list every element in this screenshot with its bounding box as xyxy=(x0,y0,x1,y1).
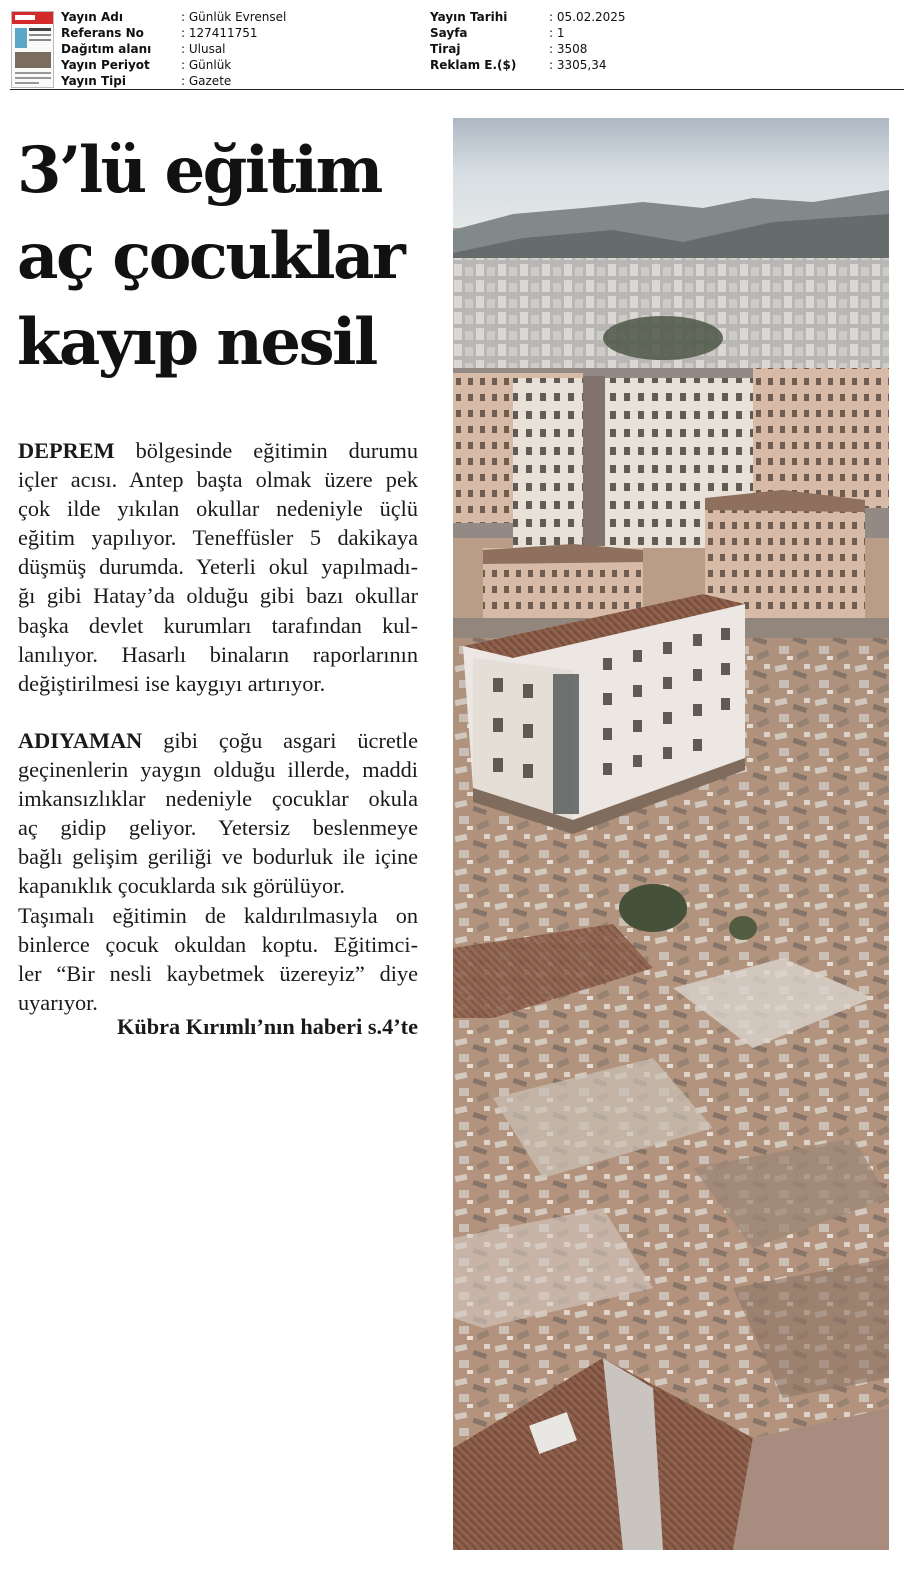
headline-line: 3’lü eğitim xyxy=(17,133,381,208)
meta-label: Reklam E.($) xyxy=(430,58,517,72)
paragraph-line: Taşımalı eğitimin de kaldırılmasıyla on xyxy=(18,902,418,928)
meta-label: Referans No xyxy=(61,26,144,40)
paragraph-line: uyarıyor. xyxy=(18,989,98,1015)
meta-label: Sayfa xyxy=(430,26,468,40)
paragraph-line: çok ilde yıkılan okullar nedeniyle üçlü xyxy=(18,496,418,522)
paragraph-line: kapanıklık çocuklarda sık görülüyor. xyxy=(18,873,345,899)
meta-label: Yayın Periyot xyxy=(61,58,150,72)
meta-value: : 05.02.2025 xyxy=(549,10,626,24)
header-divider xyxy=(10,89,904,90)
paragraph-line: DEPREM bölgesinde eğitimin durumu xyxy=(18,438,418,463)
meta-value: : 3508 xyxy=(549,42,588,56)
paragraph-line: bağlı gelişim geriliği ve bodurluk ile içine xyxy=(18,844,418,870)
paragraph-line: ADIYAMAN gibi çoğu asgari ücretle xyxy=(18,728,418,753)
article-paragraph-1 xyxy=(18,436,418,698)
paragraph-line: aç gidip geliyor. Yetersiz beslenmeye xyxy=(18,815,418,841)
meta-value: : Gazete xyxy=(181,74,232,88)
paragraph-line: içler acısı. Antep başta olmak üzere pek xyxy=(18,467,418,493)
clipping-metadata-header xyxy=(0,0,920,92)
paragraph-line: değiştirilmesi ise kaygıyı artırıyor. xyxy=(18,670,326,696)
meta-label: Dağıtım alanı xyxy=(61,42,152,56)
meta-value: : 127411751 xyxy=(181,26,258,40)
meta-value: : Günlük Evrensel xyxy=(181,10,287,24)
meta-label: Yayın Tipi xyxy=(61,74,126,88)
article-byline: Kübra Kırımlı’nın haberi s.4’te xyxy=(116,1014,418,1039)
meta-value: : 3305,34 xyxy=(549,58,607,72)
paragraph-lead-word: ADIYAMAN xyxy=(18,728,143,753)
article-headline xyxy=(17,128,437,386)
paragraph-line: eğitim yapılıyor. Teneffüsler 5 dakikaya xyxy=(18,525,418,551)
paragraph-line: ler “Bir nesli kaybetmek üzereyiz” diye xyxy=(18,960,418,986)
meta-value: : Günlük xyxy=(181,58,232,72)
paragraph-line: lanılıyor. Hasarlı binaların raporlarının xyxy=(18,641,418,667)
paragraph-line: binlerce çocuk okuldan koptu. Eğitimci- xyxy=(18,931,418,957)
headline-line: kayıp nesil xyxy=(17,305,376,380)
newspaper-thumbnail-icon[interactable] xyxy=(11,11,54,88)
paragraph-line: düşmüş durumda. Yeterli okul yapılmadı- xyxy=(18,554,418,580)
paragraph-lead-word: DEPREM xyxy=(18,438,115,463)
meta-value: : 1 xyxy=(549,26,565,40)
paragraph-line: imkansızlıklar nedeniyle çocuklar okula xyxy=(18,786,418,812)
headline-line: aç çocuklar xyxy=(17,219,404,294)
meta-label: Yayın Adı xyxy=(61,10,123,24)
paragraph-line: ğı gibi Hatay’da olduğu gibi bazı okullar xyxy=(18,583,418,609)
aerial-earthquake-rubble-photo xyxy=(453,118,889,1550)
paragraph-line: başka devlet kurumları tarafından kul- xyxy=(18,612,418,638)
article-paragraph-2 xyxy=(18,726,418,1017)
meta-label: Yayın Tarihi xyxy=(430,10,508,24)
paragraph-line: geçinenlerin yaygın olduğu illerde, maddi xyxy=(18,757,418,783)
meta-label: Tiraj xyxy=(430,42,461,56)
meta-value: : Ulusal xyxy=(181,42,226,56)
